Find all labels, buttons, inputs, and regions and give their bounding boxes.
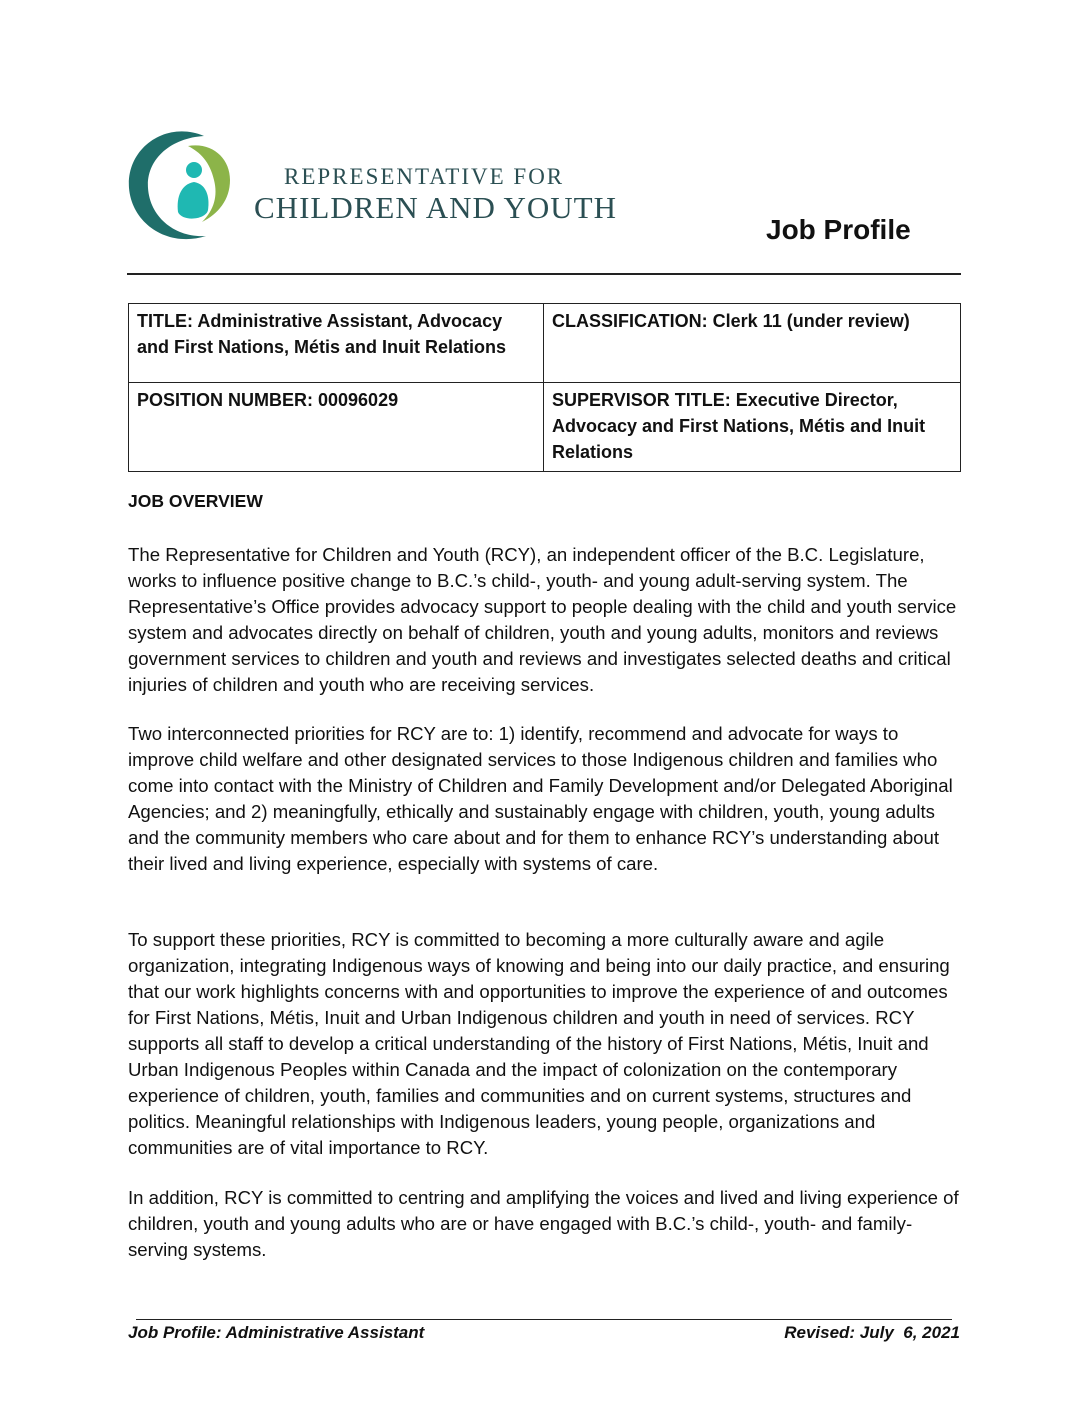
supervisor-title-cell: SUPERVISOR TITLE: Executive Director, Advocacy and First Nations, Métis and Inuit Relations: [544, 383, 961, 472]
title-cell: TITLE: Administrative Assistant, Advocacy and First Nations, Métis and Inuit Relations: [129, 304, 544, 383]
footer-doc-name: Job Profile: Administrative Assistant: [128, 1323, 425, 1342]
rcy-logo-mark-icon: [126, 126, 236, 244]
footer-divider: [136, 1319, 952, 1320]
overview-paragraph-4: In addition, RCY is committed to centring and amplifying the voices and lived and living experience of children, youth and young adults who are or have engaged with B.C.’s child-, youth- and family-serving systems.: [128, 1187, 959, 1260]
position-info-table: [128, 303, 961, 472]
org-name-line1: REPRESENTATIVE FOR: [284, 164, 565, 189]
position-number-cell: POSITION NUMBER: 00096029: [129, 383, 544, 472]
document-title: Job Profile: [766, 214, 911, 245]
rcy-logo: [126, 126, 236, 244]
table-row: [129, 304, 961, 383]
job-overview-heading: JOB OVERVIEW: [128, 491, 263, 511]
overview-paragraph-2: Two interconnected priorities for RCY are to: 1) identify, recommend and advocate for ways to improve child welfare and other designated services to those Indigenous children and families who come into contact with the Ministry of Children and Family Development and/or Delegated Aboriginal Agencies; and 2) meaningfully, ethically and sustainably engage with children, youth, young adults and the community members who care about and for them to enhance RCY’s understanding about their lived and living experience, especially with systems of care.: [128, 723, 953, 874]
table-row: [129, 383, 961, 472]
classification-cell: CLASSIFICATION: Clerk 11 (under review): [544, 304, 961, 383]
header-divider: [127, 273, 961, 275]
org-name-line2: CHILDREN AND YOUTH: [254, 190, 617, 225]
footer-revised-date: Revised: July 6, 2021: [784, 1323, 960, 1342]
overview-paragraph-1: The Representative for Children and Youth (RCY), an independent officer of the B.C. Legislature, works to influence positive change to B.C.’s child-, youth- and young adult-serving system. The Representative’s Office provides advocacy support to people dealing with the child and youth service system and advocates directly on behalf of children, youth and young adults, monitors and reviews government services to children and youth and reviews and investigates selected deaths and critical injuries of children and youth who are receiving services.: [128, 544, 957, 695]
overview-paragraph-3: To support these priorities, RCY is committed to becoming a more culturally aware and agile organization, integrating Indigenous ways of knowing and being into our daily practice, and ensuring that our work highlights concerns with and opportunities to improve the experience of and outcomes for First Nations, Métis, Inuit and Urban Indigenous children and youth in need of services. RCY supports all staff to develop a critical understanding of the history of First Nations, Métis, Inuit and Urban Indigenous Peoples within Canada and the impact of colonization on the contemporary experience of children, youth, families and communities and on current systems, structures and politics. Meaningful relationships with Indigenous leaders, young people, organizations and communities are of vital importance to RCY.: [128, 929, 950, 1158]
